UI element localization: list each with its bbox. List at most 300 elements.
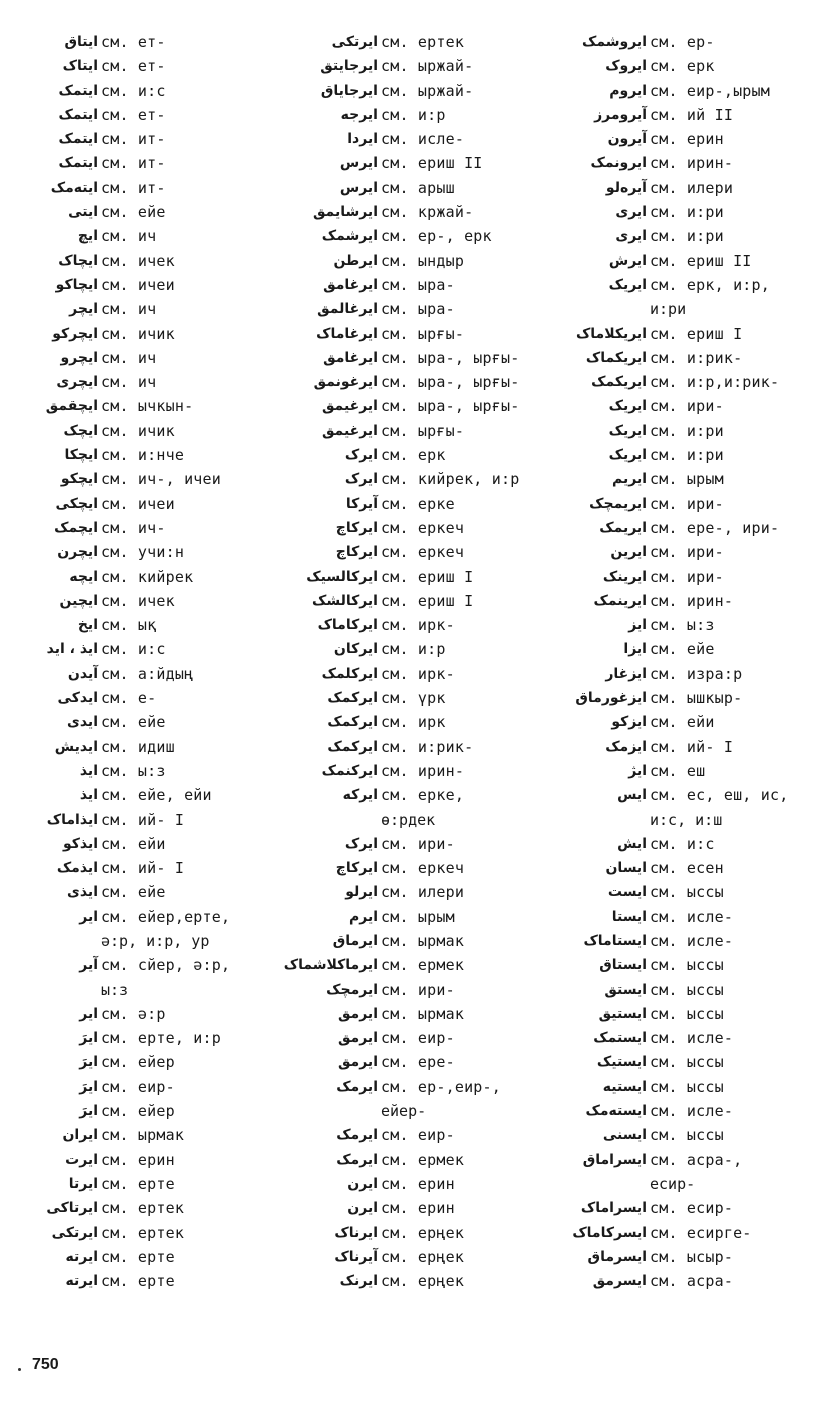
entry-headword: ایرشایمق	[312, 204, 378, 221]
entry-headword: ایریک	[608, 398, 647, 415]
entry-headword: ایذ	[79, 787, 98, 804]
dictionary-entry	[286, 346, 551, 370]
entry-headword: ایذ	[79, 762, 98, 779]
entry-headword: ایران	[62, 1127, 98, 1144]
entry-headword: ایرمق	[337, 1054, 378, 1071]
entry-reference: см. еркеч	[381, 518, 465, 537]
entry-reference: см. ерке,	[381, 786, 465, 805]
entry-headword: ایر	[79, 1005, 98, 1022]
dictionary-entry	[286, 540, 551, 564]
entry-reference: см. исле-	[650, 1102, 734, 1121]
dictionary-entry	[555, 249, 813, 273]
entry-headword: ایریک	[608, 422, 647, 439]
entry-headword: ایته‌مک	[50, 179, 98, 196]
entry-headword: ایدکی	[57, 690, 98, 707]
dictionary-entry	[555, 151, 813, 175]
dictionary-entry	[555, 1245, 813, 1269]
dictionary-entry	[6, 200, 264, 224]
dictionary-entry	[286, 1026, 551, 1050]
entry-headword: ایچکا	[64, 447, 98, 464]
entry-headword: ایچرن	[57, 544, 98, 561]
entry-reference: см. ейе	[650, 640, 715, 659]
entry-headword: ایستا	[611, 908, 647, 925]
entry-headword: ایرکنمک	[321, 762, 378, 779]
entry-reference: см. еркеч	[381, 543, 465, 562]
entry-continuation	[286, 808, 551, 832]
entry-reference: см. есирге-	[650, 1223, 752, 1242]
entry-reference: см. илери	[650, 178, 734, 197]
dictionary-entry	[286, 929, 551, 953]
entry-reference: см. ит-	[101, 130, 166, 149]
dictionary-entry	[555, 978, 813, 1002]
entry-headword: آیرکا	[345, 495, 378, 512]
entry-headword: ایرناک	[334, 1224, 378, 1241]
entry-headword: ایچاکو	[55, 276, 98, 293]
entry-reference: см. ес, еш, ис,	[650, 786, 789, 805]
dictionary-entry	[6, 710, 264, 734]
entry-headword: ایرکاچ	[335, 544, 378, 561]
dictionary-entry	[286, 419, 551, 443]
dictionary-entry	[555, 637, 813, 661]
dictionary-entry	[6, 492, 264, 516]
entry-headword: ایز	[628, 617, 647, 634]
entry-reference: см. ейер,ерте,	[101, 907, 231, 926]
entry-reference: см. и:с	[101, 81, 166, 100]
entry-reference: см. исле-	[650, 931, 734, 950]
entry-headword: ایریمچک	[589, 495, 647, 512]
entry-headword: ایتی	[68, 204, 98, 221]
dictionary-entry	[555, 540, 813, 564]
entry-headword: ایخ	[77, 617, 98, 634]
dictionary-entry	[6, 1123, 264, 1147]
dictionary-entry	[555, 1269, 813, 1293]
entry-headword: ایرتاکی	[46, 1200, 98, 1217]
column-2	[283, 30, 551, 1293]
dictionary-entry	[6, 1026, 264, 1050]
entry-headword: ایریکماک	[585, 349, 647, 366]
entry-headword: ایرمچک	[326, 981, 378, 998]
entry-headword: ایچ	[77, 228, 98, 245]
dictionary-entry	[6, 1099, 264, 1123]
dictionary-entry	[6, 370, 264, 394]
entry-headword: ایتمک	[58, 131, 98, 148]
dictionary-entry	[555, 1123, 813, 1147]
entry-reference: см. ири-	[650, 543, 724, 562]
entry-reference: см. исле-	[650, 1029, 734, 1048]
dictionary-entry	[555, 1196, 813, 1220]
entry-reference: см. ыссы	[650, 883, 724, 902]
entry-continuation	[555, 808, 813, 832]
dictionary-entry	[6, 273, 264, 297]
entry-reference: см. ет-	[101, 33, 166, 51]
entry-headword: ایرمک	[336, 1151, 378, 1168]
entry-reference: см. ерке	[381, 494, 455, 513]
entry-reference: см. асра-	[650, 1272, 734, 1291]
entry-headword: ایرکان	[333, 641, 378, 658]
dictionary-entry	[286, 1269, 551, 1293]
dictionary-entry	[555, 1026, 813, 1050]
entry-headword: ایذی	[67, 884, 98, 901]
dictionary-entry	[6, 1172, 264, 1196]
entry-reference: см. ейе	[101, 883, 166, 902]
entry-reference: см. ирин-	[650, 591, 734, 610]
entry-reference: см. ичек	[101, 251, 175, 270]
entry-continuation-text: ә:р, и:р, ур	[101, 931, 210, 950]
entry-headword: ایذمک	[56, 860, 98, 877]
dictionary-entry	[555, 662, 813, 686]
entry-headword: ایستیه	[602, 1078, 647, 1095]
dictionary-entry	[555, 929, 813, 953]
entry-continuation-text: и:ри	[650, 300, 687, 319]
entry-headword: ایرلو	[345, 884, 378, 901]
dictionary-entry	[555, 103, 813, 127]
dictionary-entry	[6, 808, 264, 832]
dictionary-entry	[6, 297, 264, 321]
entry-reference: см. ерңек	[381, 1272, 465, 1291]
entry-reference: см. арыш	[381, 178, 455, 197]
entry-headword: ایرکالشک	[311, 592, 378, 609]
dictionary-entry	[286, 905, 551, 929]
dictionary-entry	[286, 103, 551, 127]
entry-reference: см. ичик	[101, 324, 175, 343]
dictionary-entry	[286, 1050, 551, 1074]
dictionary-entry	[286, 637, 551, 661]
entry-reference: см. асра-,	[650, 1150, 743, 1169]
dictionary-entry	[286, 30, 551, 54]
entry-headword: ایزغورماق	[575, 690, 647, 707]
entry-headword: ایرَ	[79, 1030, 98, 1047]
entry-reference: см. ерте	[101, 1272, 175, 1291]
entry-continuation	[555, 297, 813, 321]
entry-reference: см. ертек	[101, 1223, 185, 1242]
entry-headword: ایرک	[344, 447, 378, 464]
dictionary-entry	[6, 686, 264, 710]
entry-reference: см. ерк	[381, 446, 446, 465]
entry-headword: ایرَ	[79, 1078, 98, 1095]
entry-reference: см. ерңек	[381, 1223, 465, 1242]
entry-reference: см. ырмак	[101, 1126, 185, 1145]
entry-headword: ایرته	[65, 1273, 98, 1290]
entry-reference: см. ичеи	[101, 494, 175, 513]
entry-reference: см. ерңек	[381, 1247, 465, 1266]
entry-headword: ایرکه	[342, 787, 378, 804]
dictionary-entry	[286, 1245, 551, 1269]
entry-continuation	[286, 1099, 551, 1123]
dictionary-entry	[286, 492, 551, 516]
dictionary-entry	[6, 224, 264, 248]
entry-reference: см. ычкын-	[101, 397, 194, 416]
dictionary-entry	[555, 880, 813, 904]
dictionary-entry	[286, 1075, 551, 1099]
entry-reference: см. ырым	[381, 907, 455, 926]
dictionary-entry	[555, 589, 813, 613]
entry-headword: ایرکالسیک	[306, 568, 378, 585]
entry-reference: см. ич-	[101, 518, 166, 537]
dictionary-entry	[6, 1245, 264, 1269]
entry-headword: ایرن	[347, 1200, 378, 1217]
entry-reference: см. ыссы	[650, 1077, 724, 1096]
entry-reference: см. и:р	[381, 640, 446, 659]
entry-headword: ایستق	[604, 981, 647, 998]
dictionary-entry	[286, 613, 551, 637]
entry-reference: см. ыра-, ырғы-	[381, 373, 520, 392]
dictionary-entry	[286, 224, 551, 248]
entry-headword: ایذاماک	[46, 811, 98, 828]
dictionary-entry	[286, 297, 551, 321]
entry-reference: см. ерин	[381, 1174, 455, 1193]
entry-reference: см. ирк	[381, 713, 446, 732]
entry-reference: см. ер-	[650, 33, 715, 51]
dictionary-entry	[555, 613, 813, 637]
entry-reference: см. ерк	[650, 57, 715, 76]
dictionary-entry	[6, 880, 264, 904]
entry-headword: ایرکمک	[327, 738, 378, 755]
dictionary-entry	[555, 832, 813, 856]
dictionary-entry	[555, 516, 813, 540]
entry-headword: ایر	[79, 908, 98, 925]
dictionary-entry	[286, 662, 551, 686]
entry-reference: см. ыссы	[650, 1126, 724, 1145]
dictionary-entry	[286, 686, 551, 710]
entry-reference: см. ерте, и:р	[101, 1029, 221, 1048]
dictionary-entry	[6, 516, 264, 540]
dictionary-entry	[286, 880, 551, 904]
dictionary-entry	[555, 273, 813, 297]
entry-reference: см. ейи	[101, 834, 166, 853]
dictionary-entry	[555, 370, 813, 394]
entry-reference: см. ериш II	[381, 154, 483, 173]
dictionary-entry	[6, 1269, 264, 1293]
entry-headword: ایروشمک	[582, 34, 647, 50]
entry-reference: см. ырғы-	[381, 324, 465, 343]
entry-reference: см. ере-, ири-	[650, 518, 780, 537]
dictionary-entry	[6, 1221, 264, 1245]
dictionary-entry	[286, 467, 551, 491]
dictionary-entry	[6, 613, 264, 637]
entry-headword: ایست	[607, 884, 647, 901]
dictionary-entry	[6, 176, 264, 200]
dictionary-entry	[286, 856, 551, 880]
entry-reference: см. ерин	[101, 1150, 175, 1169]
entry-headword: ایرمک	[336, 1078, 378, 1095]
entry-headword: ایرتا	[68, 1175, 98, 1192]
entry-reference: см. ерк, и:р,	[650, 275, 770, 294]
entry-headword: ایچقمق	[45, 398, 98, 415]
dictionary-entry	[286, 516, 551, 540]
entry-reference: см. изра:р	[650, 664, 743, 683]
entry-reference: см. ыра-, ырғы-	[381, 397, 520, 416]
entry-headword: ایرش	[608, 252, 647, 269]
entry-reference: см. а:йдың	[101, 664, 194, 683]
entry-headword: ایتمک	[58, 106, 98, 123]
entry-reference: см. еир-	[381, 1029, 455, 1048]
entry-reference: см. ериш II	[650, 251, 752, 270]
entry-reference: см. и:с	[650, 834, 715, 853]
entry-headword: ایرنک	[339, 1273, 378, 1290]
entry-headword: ایرس	[339, 179, 378, 196]
dictionary-entry	[555, 1075, 813, 1099]
entry-headword: ایژ	[628, 762, 647, 779]
dictionary-entry	[6, 1148, 264, 1172]
dictionary-entry	[555, 30, 813, 54]
dictionary-entry	[6, 662, 264, 686]
entry-headword: ایرطن	[333, 252, 378, 269]
entry-reference: см. ер-,еир-,	[381, 1077, 501, 1096]
entry-reference: см. и:рик-	[381, 737, 474, 756]
entry-headword: آیرناک	[334, 1248, 378, 1265]
entry-reference: см. ериш I	[381, 567, 474, 586]
dictionary-entry	[555, 783, 813, 807]
entry-headword: ایرمق	[337, 1030, 378, 1047]
dictionary-entry	[6, 1196, 264, 1220]
dictionary-entry	[6, 759, 264, 783]
entry-headword: ایروم	[609, 82, 647, 99]
entry-reference: см. есир-	[650, 1199, 734, 1218]
entry-reference: см. кржай-	[381, 203, 474, 222]
entry-headword: آیره‌لو	[605, 179, 647, 196]
dictionary-entry	[286, 832, 551, 856]
entry-headword: ایرغیمق	[321, 422, 378, 439]
entry-reference: см. ирин-	[650, 154, 734, 173]
dictionary-entry	[6, 783, 264, 807]
entry-reference: см. ы:з	[650, 616, 715, 635]
entry-reference: см. ындыр	[381, 251, 465, 270]
entry-reference: см. ири-	[381, 980, 455, 999]
entry-headword: ایرَ	[79, 1103, 98, 1120]
dictionary-entry	[6, 467, 264, 491]
entry-headword: ایچه	[69, 568, 98, 585]
entry-headword: ایروک	[605, 58, 647, 75]
dictionary-entry	[286, 1123, 551, 1147]
entry-reference: см. ерин	[381, 1199, 455, 1218]
dictionary-entry	[286, 589, 551, 613]
dictionary-entry	[555, 200, 813, 224]
entry-headword: ایرین	[610, 544, 647, 561]
entry-reference: см. ышкыр-	[650, 689, 743, 708]
entry-reference: см. ыра-	[381, 300, 455, 319]
entry-reference: см. ирк-	[381, 616, 455, 635]
dictionary-entry	[286, 783, 551, 807]
dictionary-entry	[286, 127, 551, 151]
entry-reference: см. и:ри	[650, 227, 724, 246]
entry-continuation-text: ейер-	[381, 1102, 427, 1121]
dictionary-entry	[6, 79, 264, 103]
entry-headword: ایسرمق	[592, 1273, 647, 1290]
dictionary-entry	[6, 249, 264, 273]
dictionary-entry	[6, 832, 264, 856]
entry-reference: см. ық	[101, 616, 157, 635]
entry-reference: см. ирин-	[381, 761, 465, 780]
entry-headword: ایتاک	[62, 58, 98, 75]
entry-headword: ایچین	[59, 592, 98, 609]
entry-headword: ایرمق	[337, 1005, 378, 1022]
dictionary-entry	[555, 856, 813, 880]
entry-headword: ایرشمک	[321, 228, 378, 245]
entry-reference: см. еир-	[381, 1126, 455, 1145]
entry-reference: см. идиш	[101, 737, 175, 756]
entry-reference: см. ичик	[101, 421, 175, 440]
dictionary-entry	[286, 176, 551, 200]
dictionary-entry	[286, 54, 551, 78]
entry-headword: ایچاک	[58, 252, 98, 269]
entry-reference: см. үрк	[381, 689, 446, 708]
entry-headword: ایرم	[348, 908, 378, 925]
entry-headword: ایزکو	[611, 714, 647, 731]
dictionary-entry	[555, 710, 813, 734]
entry-reference: см. ич	[101, 348, 157, 367]
dictionary-entry	[286, 1148, 551, 1172]
entry-headword: ایچکی	[55, 495, 98, 512]
entry-reference: см. ертек	[381, 33, 465, 51]
dictionary-entry	[555, 443, 813, 467]
dictionary-entry	[6, 637, 264, 661]
entry-headword: ایرغالمق	[317, 301, 378, 318]
dictionary-entry	[6, 346, 264, 370]
entry-reference: см. учи:н	[101, 543, 185, 562]
entry-reference: см. еркеч	[381, 859, 465, 878]
entry-headword: ایرک	[344, 471, 378, 488]
entry-reference: см. ит-	[101, 178, 166, 197]
entry-headword: ایرجایتق	[320, 58, 378, 75]
entry-headword: ایرجایاق	[320, 82, 378, 99]
entry-reference: см. и:р	[381, 105, 446, 124]
entry-headword: ایری	[615, 204, 647, 221]
dictionary-entry	[555, 394, 813, 418]
dictionary-entry	[286, 1196, 551, 1220]
entry-reference: см. ысыр-	[650, 1247, 734, 1266]
dictionary-entry	[6, 151, 264, 175]
entry-headword: ایرغامق	[323, 349, 378, 366]
entry-reference: см. ейи	[650, 713, 715, 732]
entry-reference: см. кийрек	[101, 567, 194, 586]
entry-reference: см. исле-	[650, 907, 734, 926]
entry-headword: ایس	[617, 787, 647, 804]
dictionary-entry	[6, 540, 264, 564]
entry-headword: ایرکمک	[327, 714, 378, 731]
entry-reference: см. ыра-, ырғы-	[381, 348, 520, 367]
entry-reference: см. кийрек, и:р	[381, 470, 520, 489]
entry-reference: см. ири-	[650, 567, 724, 586]
entry-reference: см. е-	[101, 689, 157, 708]
column-3	[555, 30, 813, 1293]
dictionary-entry	[555, 346, 813, 370]
entry-reference: см. ермек	[381, 956, 465, 975]
entry-headword: ایدیش	[54, 738, 98, 755]
dictionary-entry	[555, 176, 813, 200]
entry-reference: см. ертек	[101, 1199, 185, 1218]
entry-reference: см. ә:р	[101, 1004, 166, 1023]
dictionary-entry	[555, 1050, 813, 1074]
entry-reference: см. ири-	[650, 397, 724, 416]
entry-headword: ایرکمک	[327, 690, 378, 707]
entry-continuation-text: и:с, и:ш	[650, 810, 723, 829]
entry-headword: ایرک	[344, 835, 378, 852]
entry-reference: см. илери	[381, 883, 465, 902]
dictionary-entry	[286, 759, 551, 783]
entry-headword: ایرینمک	[593, 592, 647, 609]
dictionary-entry	[555, 54, 813, 78]
dictionary-entry	[6, 565, 264, 589]
entry-reference: см. ыссы	[650, 980, 724, 999]
entry-headword: ایریم	[612, 471, 647, 488]
entry-headword: ایرت	[65, 1151, 98, 1168]
entry-headword: ایریک	[608, 276, 647, 293]
dictionary-entry	[555, 759, 813, 783]
dictionary-entry	[6, 54, 264, 78]
entry-reference: см. ыссы	[650, 1053, 724, 1072]
dictionary-entry	[6, 1075, 264, 1099]
entry-reference: см. ири-	[650, 494, 724, 513]
